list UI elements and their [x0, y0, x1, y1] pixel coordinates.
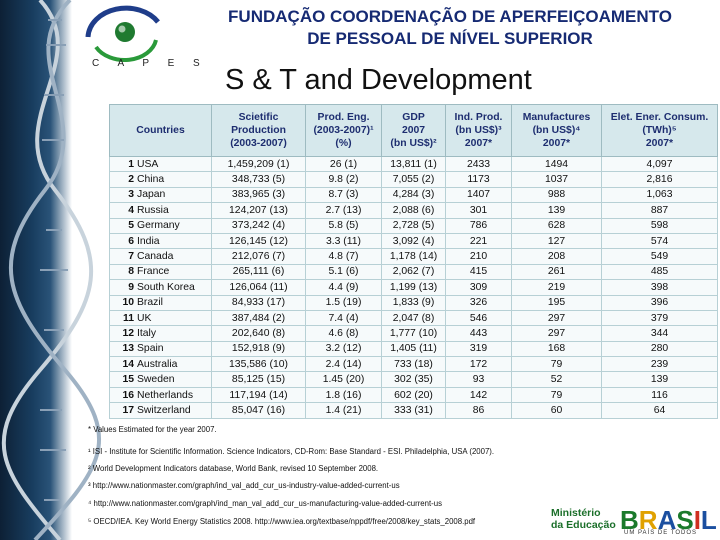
table-row [110, 172, 718, 187]
table-row [110, 233, 718, 248]
table-cell-sci: 126,145 (12) [212, 233, 306, 248]
table-row [110, 264, 718, 279]
table-cell-ind: 309 [446, 280, 512, 295]
table-row [110, 295, 718, 310]
country-cell [110, 172, 212, 187]
rank-label: 11 [123, 312, 134, 324]
table-cell-ind: 1407 [446, 187, 512, 202]
table-cell-sci: 373,242 (4) [212, 218, 306, 233]
column-header-line: (2003-2007)¹ [313, 125, 374, 136]
footnote: ² World Development Indicators database, World Bank, revised 10 September 2008. [88, 464, 379, 473]
column-header-line: Countries [136, 125, 185, 136]
table-row [110, 372, 718, 387]
country-name: Germany [137, 220, 180, 232]
rank-label: 10 [122, 297, 134, 309]
table-cell-ind: 210 [446, 249, 512, 264]
table-cell-man: 52 [512, 372, 602, 387]
column-header-line: 2007* [645, 138, 674, 149]
table-cell-ind: 172 [446, 357, 512, 372]
country-name: Russia [137, 204, 169, 216]
column-header-line: 2007* [464, 138, 493, 149]
rank-label: 16 [122, 389, 134, 401]
table-cell-gdp: 2,088 (6) [382, 203, 446, 218]
table-cell-ener: 574 [602, 233, 718, 248]
table-cell-ind: 93 [446, 372, 512, 387]
country-name: Spain [137, 343, 164, 355]
table-cell-gdp: 2,047 (8) [382, 310, 446, 325]
column-header [602, 105, 718, 157]
country-name: South Korea [137, 281, 195, 293]
table-cell-gdp: 302 (35) [382, 372, 446, 387]
country-cell [110, 157, 212, 172]
table-cell-eng: 3.2 (12) [306, 341, 382, 356]
table-cell-eng: 5.1 (6) [306, 264, 382, 279]
brasil-slogan: UM PAÍS DE TODOS [624, 530, 698, 536]
table-cell-man: 1037 [512, 172, 602, 187]
table-cell-ind: 319 [446, 341, 512, 356]
table-row [110, 203, 718, 218]
country-cell [110, 264, 212, 279]
table-cell-sci: 135,586 (10) [212, 357, 306, 372]
country-cell [110, 372, 212, 387]
column-header-line: 2007 [401, 125, 426, 136]
table-cell-ener: 64 [602, 403, 718, 418]
table-cell-man: 261 [512, 264, 602, 279]
table-cell-eng: 9.8 (2) [306, 172, 382, 187]
country-name: India [137, 235, 160, 247]
rank-label: 5 [128, 220, 134, 232]
table-cell-ind: 142 [446, 387, 512, 402]
table-cell-eng: 1.5 (19) [306, 295, 382, 310]
table-cell-ind: 86 [446, 403, 512, 418]
table-row [110, 157, 718, 172]
country-cell [110, 187, 212, 202]
country-cell [110, 326, 212, 341]
table-cell-ener: 485 [602, 264, 718, 279]
table-cell-sci: 1,459,209 (1) [212, 157, 306, 172]
column-header-line: (%) [335, 138, 352, 149]
dna-helix-icon [0, 0, 110, 540]
table-cell-sci: 85,125 (15) [212, 372, 306, 387]
table-cell-gdp: 1,178 (14) [382, 249, 446, 264]
table-cell-gdp: 4,284 (3) [382, 187, 446, 202]
table-cell-ind: 301 [446, 203, 512, 218]
table-row [110, 403, 718, 418]
table-cell-sci: 202,640 (8) [212, 326, 306, 341]
table-cell-sci: 117,194 (14) [212, 387, 306, 402]
country-name: USA [137, 158, 159, 170]
country-cell [110, 310, 212, 325]
table-cell-man: 195 [512, 295, 602, 310]
country-name: China [137, 174, 165, 186]
rank-label: 3 [128, 189, 134, 201]
footnote: ⁵ OECD/IEA. Key World Energy Statistics 2008. http://www.iea.org/textbase/nppdf/free/2008/key_stats_2008.pdf [88, 517, 476, 526]
table-cell-ener: 344 [602, 326, 718, 341]
table-cell-ener: 239 [602, 357, 718, 372]
table-cell-sci: 265,111 (6) [212, 264, 306, 279]
country-name: Australia [137, 358, 178, 370]
table-cell-ener: 396 [602, 295, 718, 310]
table-cell-gdp: 1,405 (11) [382, 341, 446, 356]
table-cell-eng: 2.4 (14) [306, 357, 382, 372]
table-cell-man: 628 [512, 218, 602, 233]
table-cell-eng: 3.3 (11) [306, 233, 382, 248]
country-name: Sweden [137, 374, 175, 386]
column-header-line: (TWh)⁵ [642, 125, 677, 136]
country-name: Netherlands [137, 389, 194, 401]
table-cell-ind: 2433 [446, 157, 512, 172]
column-header [110, 105, 212, 157]
page-title: S & T and Development [225, 64, 532, 96]
table-cell-ener: 280 [602, 341, 718, 356]
table-cell-ener: 549 [602, 249, 718, 264]
table-row [110, 357, 718, 372]
table-cell-man: 127 [512, 233, 602, 248]
table-cell-eng: 4.4 (9) [306, 280, 382, 295]
table-cell-man: 297 [512, 310, 602, 325]
table-cell-eng: 5.8 (5) [306, 218, 382, 233]
country-cell [110, 357, 212, 372]
table-cell-sci: 126,064 (11) [212, 280, 306, 295]
table-cell-sci: 152,918 (9) [212, 341, 306, 356]
table-body [110, 157, 718, 419]
table-cell-sci: 383,965 (3) [212, 187, 306, 202]
table-cell-ener: 1,063 [602, 187, 718, 202]
rank-label: 2 [128, 174, 134, 186]
country-cell [110, 233, 212, 248]
table-cell-ind: 786 [446, 218, 512, 233]
table-cell-sci: 124,207 (13) [212, 203, 306, 218]
rank-label: 13 [122, 343, 134, 355]
country-cell [110, 295, 212, 310]
table-cell-ener: 887 [602, 203, 718, 218]
country-name: Brazil [137, 297, 163, 309]
table-cell-gdp: 1,833 (9) [382, 295, 446, 310]
data-table-container [109, 104, 717, 416]
column-header [382, 105, 446, 157]
table-cell-gdp: 7,055 (2) [382, 172, 446, 187]
table-cell-man: 60 [512, 403, 602, 418]
table-row [110, 310, 718, 325]
rank-label: 14 [122, 358, 134, 370]
institution-name-line2: DE PESSOAL DE NÍVEL SUPERIOR [307, 29, 593, 48]
table-cell-man: 1494 [512, 157, 602, 172]
rank-label: 6 [128, 235, 134, 247]
country-cell [110, 203, 212, 218]
footnote: * Values Estimated for the year 2007. [88, 425, 217, 434]
footnote: ³ http://www.nationmaster.com/graph/ind_val_add_cur_us-industry-value-added-current-us [88, 481, 400, 490]
table-cell-man: 297 [512, 326, 602, 341]
column-header-line: (bn US$)² [390, 138, 437, 149]
table-cell-gdp: 733 (18) [382, 357, 446, 372]
column-header-line: (bn US$)³ [455, 125, 502, 136]
table-cell-gdp: 602 (20) [382, 387, 446, 402]
table-row [110, 218, 718, 233]
country-cell [110, 280, 212, 295]
table-cell-man: 79 [512, 357, 602, 372]
ministry-logo [551, 507, 616, 531]
footnote: ⁴ http://www.nationmaster.com/graph/ind_man_val_add_cur_us-manufacturing-value-added-current-us [88, 499, 442, 508]
data-table [109, 104, 718, 419]
table-cell-gdp: 2,728 (5) [382, 218, 446, 233]
rank-label: 9 [128, 281, 134, 293]
country-name: Switzerland [137, 404, 191, 416]
table-cell-ind: 415 [446, 264, 512, 279]
rank-label: 4 [128, 204, 134, 216]
table-cell-eng: 7.4 (4) [306, 310, 382, 325]
table-cell-gdp: 3,092 (4) [382, 233, 446, 248]
column-header-line: Scietific [238, 112, 279, 123]
rank-label: 1 [128, 158, 134, 170]
column-header [306, 105, 382, 157]
table-cell-ind: 443 [446, 326, 512, 341]
table-cell-sci: 84,933 (17) [212, 295, 306, 310]
column-header [512, 105, 602, 157]
rank-label: 12 [122, 327, 134, 339]
column-header-line: Production [231, 125, 286, 136]
table-cell-ind: 546 [446, 310, 512, 325]
rank-label: 17 [122, 404, 134, 416]
table-cell-sci: 212,076 (7) [212, 249, 306, 264]
column-header [446, 105, 512, 157]
table-cell-ind: 1173 [446, 172, 512, 187]
table-cell-gdp: 13,811 (1) [382, 157, 446, 172]
rank-label: 7 [128, 251, 134, 263]
table-cell-eng: 1.8 (16) [306, 387, 382, 402]
table-cell-eng: 4.8 (7) [306, 249, 382, 264]
brasil-logo-text: BRASIL [620, 505, 717, 535]
table-cell-ener: 398 [602, 280, 718, 295]
table-cell-gdp: 2,062 (7) [382, 264, 446, 279]
table-cell-sci: 387,484 (2) [212, 310, 306, 325]
table-cell-eng: 1.4 (21) [306, 403, 382, 418]
table-row [110, 187, 718, 202]
column-header-line: Elet. Ener. Consum. [610, 112, 709, 123]
table-row [110, 280, 718, 295]
country-cell [110, 249, 212, 264]
table-cell-eng: 4.6 (8) [306, 326, 382, 341]
table-cell-sci: 85,047 (16) [212, 403, 306, 418]
country-name: Canada [137, 251, 174, 263]
table-header-row [110, 105, 718, 157]
capes-logo-text: C A P E S [92, 58, 208, 69]
table-cell-ener: 2,816 [602, 172, 718, 187]
country-name: Japan [137, 189, 166, 201]
column-header-line: (2003-2007) [230, 138, 287, 149]
country-cell [110, 341, 212, 356]
table-cell-sci: 348,733 (5) [212, 172, 306, 187]
table-row [110, 249, 718, 264]
table-row [110, 387, 718, 402]
country-cell [110, 387, 212, 402]
table-cell-man: 79 [512, 387, 602, 402]
country-name: UK [137, 312, 152, 324]
institution-name-line1: FUNDAÇÃO COORDENAÇÃO DE APERFEIÇOAMENTO [228, 7, 672, 26]
table-cell-eng: 8.7 (3) [306, 187, 382, 202]
column-header-line: Manufactures [522, 112, 591, 123]
table-cell-gdp: 1,199 (13) [382, 280, 446, 295]
table-cell-ind: 221 [446, 233, 512, 248]
table-cell-ener: 379 [602, 310, 718, 325]
rank-label: 15 [122, 374, 134, 386]
table-row [110, 326, 718, 341]
table-cell-eng: 1.45 (20) [306, 372, 382, 387]
column-header-line: Ind. Prod. [454, 112, 503, 123]
country-cell [110, 403, 212, 418]
column-header-line: 2007* [542, 138, 571, 149]
rank-label: 8 [128, 266, 134, 278]
table-cell-gdp: 1,777 (10) [382, 326, 446, 341]
table-cell-ener: 139 [602, 372, 718, 387]
table-cell-ener: 4,097 [602, 157, 718, 172]
table-cell-eng: 26 (1) [306, 157, 382, 172]
table-cell-man: 139 [512, 203, 602, 218]
table-cell-eng: 2.7 (13) [306, 203, 382, 218]
country-name: France [137, 266, 170, 278]
table-cell-man: 208 [512, 249, 602, 264]
footnote: ¹ ISI - Institute for Scientific Information. Science Indicators, CD-Rom: Base Standard - ESI. Philadelphia, USA (2007). [88, 447, 495, 456]
table-cell-man: 988 [512, 187, 602, 202]
table-cell-man: 168 [512, 341, 602, 356]
table-cell-gdp: 333 (31) [382, 403, 446, 418]
table-row [110, 341, 718, 356]
country-name: Italy [137, 327, 157, 339]
table-cell-ener: 598 [602, 218, 718, 233]
column-header-line: Prod. Eng. [317, 112, 370, 123]
column-header [212, 105, 306, 157]
table-cell-ener: 116 [602, 387, 718, 402]
column-header-line: GDP [402, 112, 425, 123]
column-header-line: (bn US$)⁴ [532, 125, 581, 136]
country-cell [110, 218, 212, 233]
ministry-line1: Ministério [551, 507, 601, 519]
table-cell-man: 219 [512, 280, 602, 295]
ministry-line2: da Educação [551, 519, 616, 531]
table-cell-ind: 326 [446, 295, 512, 310]
